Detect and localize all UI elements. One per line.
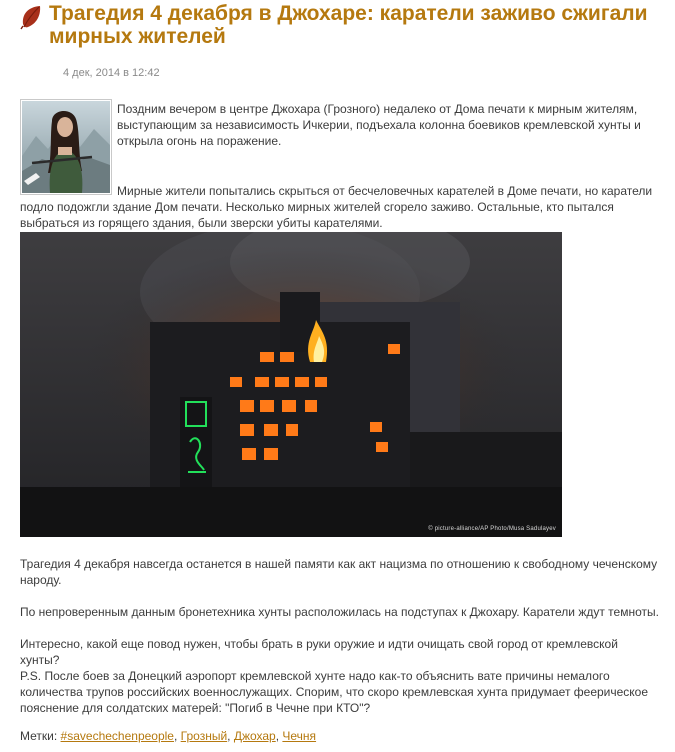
paragraph-tragedy: Трагедия 4 декабря навсегда останется в нашей памяти как акт нацизма по отношению к свободному чеченскому народу. bbox=[20, 557, 658, 587]
post-date: 4 дек, 2014 в 12:42 bbox=[63, 67, 160, 79]
photo-credit: © picture-alliance/AP Photo/Musa Sadulayev bbox=[428, 526, 556, 532]
burning-building-photo bbox=[20, 232, 562, 537]
tag-link-grozny[interactable]: Грозный bbox=[180, 729, 228, 743]
paragraph-postscript: P.S. После боев за Донецкий аэропорт кремлевской хунте надо как-то объяснить вате причины немалого количества трупов российских военнослужащих. Спорим, что скоро кремлевская хунта придумает феерическое пояснение для солдатских матерей: "Погиб в Чечне при КТО"? bbox=[20, 669, 649, 715]
tag-link-chechnya[interactable]: Чечня bbox=[282, 729, 317, 743]
tags-label: Метки: bbox=[20, 729, 58, 743]
post-title[interactable]: Трагедия 4 декабря в Джохаре: каратели заживо сжигали мирных жителей bbox=[49, 2, 648, 48]
paragraph-victims: Мирные жители попытались скрыться от бесчеловечных карателей в Доме печати, но каратели подло подожгли здание Дом печати. Несколько мирных жителей сгорело заживо. Остальные, кто пытался выбраться из горящего здания, были зверски убиты карателями. bbox=[20, 184, 653, 230]
paragraph-question: Интересно, какой еще повод нужен, чтобы брать в руки оружие и идти очищать свой город от кремлевской хунты? bbox=[20, 637, 618, 667]
paragraph-intro: Поздним вечером в центре Джохара (Грозного) недалеко от Дома печати к мирным жителям, выступающим за независимость Ичкерии, подъехала колонна боевиков кремлевской хунты и открыла огонь на поражение. bbox=[117, 102, 641, 148]
author-avatar bbox=[20, 99, 112, 195]
tag-link-dzhokhar[interactable]: Джохар bbox=[233, 729, 276, 743]
tags-row: Метки: #savechechenpeople, Грозный, Джохар, Чечня bbox=[20, 729, 317, 743]
tag-link-savechechenpeople[interactable]: #savechechenpeople bbox=[60, 729, 174, 743]
paragraph-armor: По непроверенным данным бронетехника хунты расположилась на подступах к Джохару. Каратели ждут темноты. bbox=[20, 605, 659, 619]
leaf-icon bbox=[20, 4, 44, 30]
